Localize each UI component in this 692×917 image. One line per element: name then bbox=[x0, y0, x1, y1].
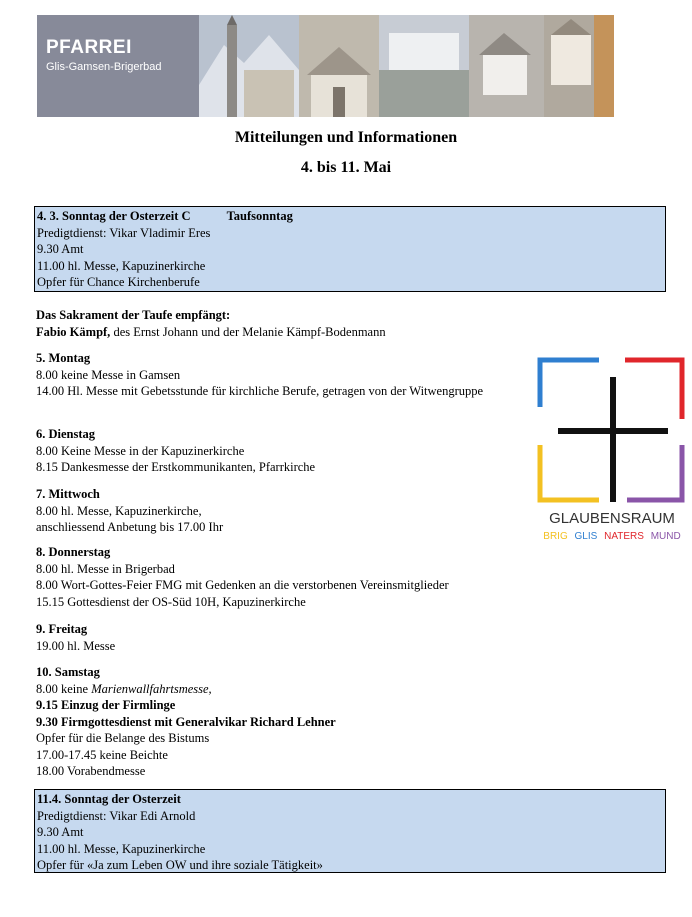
logo-corner-red bbox=[625, 360, 682, 419]
sunday-line: Predigtdienst: Vikar Vladimir Eres bbox=[37, 225, 211, 240]
day-donnerstag bbox=[36, 544, 449, 610]
glaubensraum-logo bbox=[537, 357, 687, 547]
sunday-box-title bbox=[37, 208, 663, 225]
day-line: 17.00-17.45 keine Beichte bbox=[36, 747, 168, 762]
day-title: 7. Mittwoch bbox=[36, 487, 100, 501]
baptism-title: Das Sakrament der Taufe empfängt: bbox=[36, 308, 231, 322]
day-mittwoch bbox=[36, 486, 223, 536]
day-title: 9. Freitag bbox=[36, 622, 88, 636]
parish-subtitle: Glis-Gamsen-Brigerbad bbox=[46, 61, 162, 73]
baptism-parents: des Ernst Johann und der Melanie Kämpf-Bodenmann bbox=[110, 324, 386, 339]
day-title: 8. Donnerstag bbox=[36, 545, 111, 559]
day-title: 10. Samstag bbox=[36, 665, 100, 679]
logo-place-brig: BRIG bbox=[543, 531, 568, 542]
day-line: anschliessend Anbetung bis 17.00 Ihr bbox=[36, 520, 224, 534]
day-dienstag bbox=[36, 426, 315, 476]
cross-icon-vertical bbox=[610, 377, 616, 502]
parish-brand bbox=[46, 37, 162, 73]
day-line: 8.15 Dankesmesse der Erstkommunikanten, Pfarrkirche bbox=[36, 460, 316, 474]
day-line: 8.00 hl. Messe, Kapuzinerkirche, bbox=[36, 503, 202, 518]
day-line: 8.00 Keine Messe in der Kapuzinerkirche bbox=[36, 443, 245, 458]
baptism-notice bbox=[36, 307, 386, 340]
header-banner bbox=[37, 15, 614, 117]
logo-place-naters: NATERS bbox=[604, 531, 644, 542]
logo-title: GLAUBENSRAUM bbox=[549, 510, 675, 527]
sunday-box-first bbox=[34, 206, 666, 292]
logo-places bbox=[543, 531, 680, 542]
day-title: 6. Dienstag bbox=[36, 427, 96, 441]
day-line: 14.00 Hl. Messe mit Gebetsstunde für kirchliche Berufe, getragen von der Witwengruppe bbox=[36, 384, 484, 398]
sunday-line: 9.30 Amt bbox=[37, 242, 84, 256]
day-line: 8.00 keine Messe in Gamsen bbox=[36, 367, 181, 382]
baptism-name: Fabio Kämpf, bbox=[36, 324, 111, 339]
day-line: 15.15 Gottesdienst der OS-Süd 10H, Kapuzinerkirche bbox=[36, 594, 306, 609]
sunday-extra-label: Taufsonntag bbox=[226, 209, 293, 223]
logo-corner-purple bbox=[627, 445, 682, 500]
logo-corner-yellow bbox=[540, 445, 599, 500]
day-freitag bbox=[36, 621, 115, 654]
day-line: 9.30 Firmgottesdienst mit Generalvikar Richard Lehner bbox=[36, 714, 336, 729]
day-samstag bbox=[36, 664, 336, 780]
logo-corner-blue bbox=[540, 360, 599, 407]
sunday-title: 11.4. Sonntag der Osterzeit bbox=[37, 792, 181, 806]
sunday-line: Opfer für Chance Kirchenberufe bbox=[37, 275, 200, 289]
sunday-box-second bbox=[34, 789, 666, 873]
church-photo-collage bbox=[199, 15, 614, 117]
page-title: Mitteilungen und Informationen bbox=[234, 129, 458, 146]
day-line: 8.00 keine bbox=[36, 681, 92, 696]
day-line: 8.00 hl. Messe in Brigerbad bbox=[36, 561, 175, 576]
day-line: 9.15 Einzug der Firmlinge bbox=[36, 698, 176, 712]
day-title: 5. Montag bbox=[36, 351, 91, 365]
sunday-line: 11.00 hl. Messe, Kapuzinerkirche bbox=[37, 841, 206, 856]
day-line: 8.00 Wort-Gottes-Feier FMG mit Gedenken an die verstorbenen Vereinsmitglieder bbox=[36, 578, 449, 592]
day-montag bbox=[36, 350, 500, 400]
date-range: 4. bis 11. Mai bbox=[300, 159, 392, 176]
parish-title: PFARREI bbox=[46, 37, 132, 58]
logo-place-mund: MUND bbox=[650, 531, 681, 542]
sunday-title: 4. 3. Sonntag der Osterzeit C bbox=[37, 209, 191, 223]
sunday-line: 9.30 Amt bbox=[37, 825, 84, 839]
day-line: 19.00 hl. Messe bbox=[36, 638, 116, 653]
day-line: Opfer für die Belange des Bistums bbox=[36, 731, 210, 745]
sunday-line: Opfer für «Ja zum Leben OW und ihre soziale Tätigkeit» bbox=[37, 858, 323, 872]
sunday-line: Predigtdienst: Vikar Edi Arnold bbox=[37, 808, 196, 823]
sunday-line: 11.00 hl. Messe, Kapuzinerkirche bbox=[37, 258, 206, 273]
day-line: 18.00 Vorabendmesse bbox=[36, 764, 146, 778]
day-line-italic: Marienwallfahrtsmesse, bbox=[91, 681, 212, 696]
cross-icon-horizontal bbox=[558, 428, 668, 434]
logo-place-glis: GLIS bbox=[574, 531, 598, 542]
